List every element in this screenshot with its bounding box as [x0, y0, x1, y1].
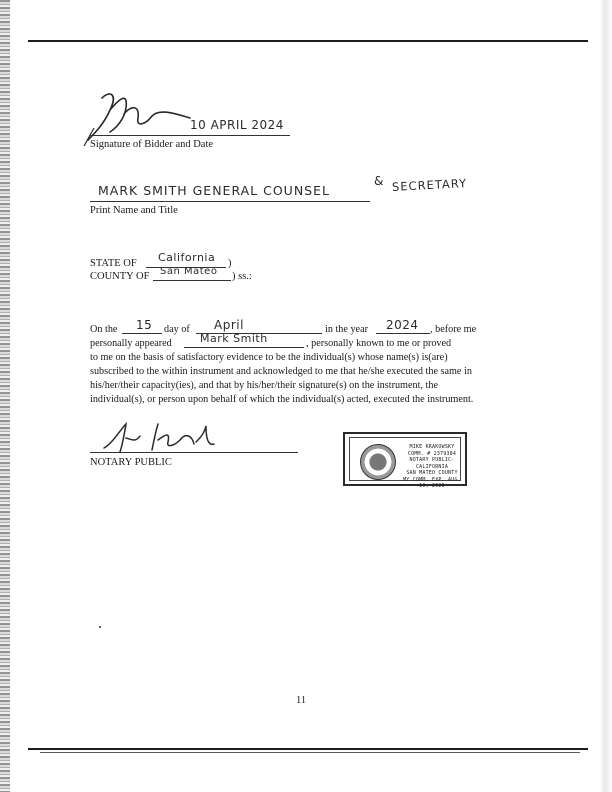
before-me-text: , before me [430, 324, 477, 335]
seal-line: SAN MATEO COUNTY [406, 470, 458, 476]
on-the-text: On the [90, 324, 118, 335]
in-the-year-text: in the year [325, 324, 368, 335]
scan-edge-left [0, 0, 10, 792]
notary-line [90, 452, 298, 453]
secretary-handwritten: SECRETARY [391, 176, 468, 194]
signature-label: Signature of Bidder and Date [90, 139, 214, 150]
county-line [153, 280, 231, 281]
county-close: ) ss.: [232, 271, 252, 282]
seal-line: NOTARY PUBLIC-CALIFORNIA [409, 457, 455, 470]
seal-text-block [400, 444, 464, 490]
bidder-date-handwritten: 10 APRIL 2024 [190, 118, 284, 132]
state-value: California [158, 251, 216, 264]
ampersand-handwritten: & [374, 174, 384, 188]
day-value: 15 [136, 318, 153, 332]
scan-speck [99, 626, 101, 628]
personally-known-text: , personally known to me or proved [306, 338, 452, 349]
jurat-body-line-4: subscribed to the within instrument and acknowledged to me that he/she executed the same in [90, 366, 472, 377]
name-title-handwritten: MARK SMITH GENERAL COUNSEL [98, 183, 330, 198]
day-line [122, 333, 162, 334]
seal-line: MY COMM. EXP. AUG. 10, 2025 [403, 476, 461, 489]
year-line [376, 333, 430, 334]
county-value: San Mateo [160, 266, 218, 277]
bottom-rule-secondary [40, 752, 580, 753]
seal-emblem-icon [360, 444, 396, 480]
state-label: STATE OF [90, 258, 137, 269]
year-value: 2024 [386, 318, 419, 332]
appeared-line [184, 347, 304, 348]
seal-side-left [351, 452, 355, 474]
top-rule [28, 40, 588, 42]
month-value: April [214, 318, 244, 332]
page-number: 11 [296, 695, 307, 706]
appeared-value: Mark Smith [200, 332, 268, 345]
name-title-label: Print Name and Title [90, 205, 178, 216]
name-title-line [90, 201, 370, 202]
state-close: ) [228, 258, 232, 269]
seal-line: MIKE KRAKOWSKY [409, 444, 455, 450]
jurat-body-line-5: his/her/their capacity(ies), and that by his/her/their signature(s) on the instrument, the [90, 380, 438, 391]
county-label: COUNTY OF [90, 271, 150, 282]
personally-appeared-text: personally appeared [90, 338, 172, 349]
notary-seal-stamp [343, 432, 467, 489]
day-of-text: day of [164, 324, 190, 335]
seal-line: COMM. # 2379384 [407, 450, 457, 457]
jurat-body-line-6: individual(s), or person upon behalf of which the individual(s) acted, executed the instrument. [90, 394, 474, 405]
bidder-signature-line [90, 135, 290, 136]
bottom-rule [28, 748, 588, 750]
notary-label: NOTARY PUBLIC [90, 457, 172, 468]
scan-edge-right [600, 0, 612, 792]
jurat-body-line-3: to me on the basis of satisfactory evidence to be the individual(s) whose name(s) is(are) [90, 352, 448, 363]
